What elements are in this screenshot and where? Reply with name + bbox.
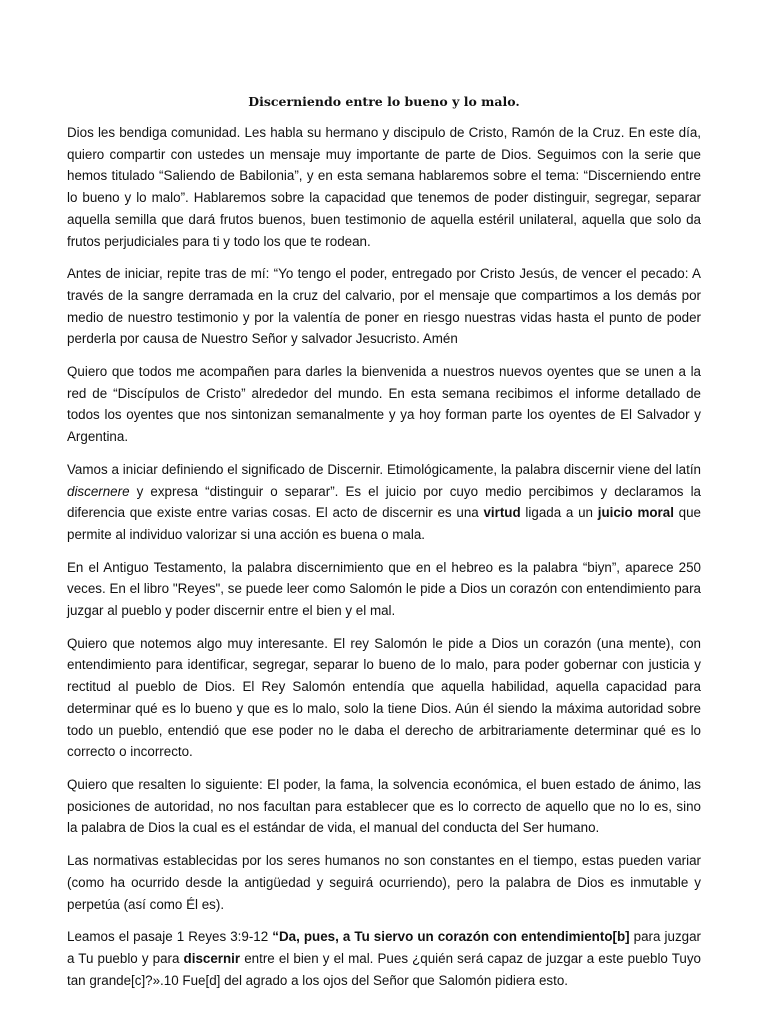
paragraph-scripture	[67, 926, 701, 991]
keyword-discernir: discernir	[183, 950, 241, 966]
document-body	[67, 122, 701, 1002]
paragraph-definition	[67, 459, 701, 546]
definition-text-1: Vamos a iniciar definiendo el significado de Discernir. Etimológicamente, la palabra discernir viene del latín	[67, 461, 701, 477]
document-title: Discerniendo entre lo bueno y lo malo.	[248, 94, 520, 109]
definition-text-4: que permite al individuo valorizar si una acción es buena o mala.	[67, 505, 702, 542]
paragraph-norms: Las normativas establecidas por los seres humanos no son constantes en el tiempo, estas pueden variar (como ha ocurrido desde la antigüedad y seguirá ocurriendo), pero la palabra de Dios es inmutable y perpetúa (así como Él es).	[67, 853, 701, 912]
paragraph-old-testament: En el Antiguo Testamento, la palabra discernimiento que en el hebreo es la palabra “biyn”, aparece 250 veces. En el libro "Reyes", se puede leer como Salomón le pide a Dios un corazón con entendimiento para juzgar al pueblo y poder discernir entre el bien y el mal.	[67, 559, 701, 619]
scripture-intro: Leamos el pasaje 1 Reyes 3:9-12	[67, 929, 273, 945]
latin-word: discernere	[67, 483, 130, 499]
paragraph-highlight: Quiero que resalten lo siguiente: El poder, la fama, la solvencia económica, el buen estado de ánimo, las posiciones de autoridad, no nos facultan para establecer que es lo correcto de aquello que no lo es, sino la palabra de Dios la cual es el estándar de vida, el manual del conducta del Ser humano.	[67, 776, 701, 836]
definition-text-3: ligada a un	[520, 505, 598, 521]
scripture-text-2: entre el bien y el mal. Pues ¿quién será capaz de juzgar a este pueblo Tuyo tan grande[c]?».10 Fue[d] del agrado a los ojos del Señor que Salomón pidiera esto.	[67, 950, 701, 988]
paragraph-greeting: Dios les bendiga comunidad. Les habla su hermano y discipulo de Cristo, Ramón de la Cruz. En este día, quiero compartir con ustedes un mensaje muy importante de parte de Dios. Seguimos con la serie que hemos titulado “Saliendo de Babilonia”, y en esta semana hablaremos sobre el tema: “Discerniendo entre lo bueno y lo malo”. Hablaremos sobre la capacidad que tenemos de poder distinguir, segregar, separar aquella semilla que dará frutos buenos, buen testimonio de aquella estéril unilateral, aquella que solo da frutos perjudiciales para ti y todo los que te rodean.	[67, 125, 701, 249]
paragraph-salomon: Quiero que notemos algo muy interesante. El rey Salomón le pide a Dios un corazón (una mente), con entendimiento para identificar, segregar, separar lo bueno de lo malo, para poder gobernar con justicia y rectitud al pueblo de Dios. El Rey Salomón entendía que aquella habilidad, aquella capacidad para determinar qué es lo bueno y que es lo malo, solo la tiene Dios. Aún él siendo la máxima autoridad sobre todo un pueblo, entendió que ese poder no le daba el derecho de arbitrariamente determinar qué es lo correcto o incorrecto.	[67, 635, 701, 760]
paragraph-welcome: Quiero que todos me acompañen para darles la bienvenida a nuestros nuevos oyentes que se unen a la red de “Discípulos de Cristo” alrededor del mundo. En esta semana recibimos el informe detallado de todos los oyentes que nos sintonizan semanalmente y ya hoy forman parte los oyentes de El Salvador y Argentina.	[67, 364, 701, 445]
paragraph-prayer: Antes de iniciar, repite tras de mí: “Yo tengo el poder, entregado por Cristo Jesús, de vencer el pecado: A través de la sangre derramada en la cruz del calvario, por el mensaje que compartimos a los demás por medio de nuestro testimonio y por la valentía de poner en riesgo nuestras vidas hasta el punto de poder perderla por causa de Nuestro Señor y salvador Jesucristo. Amén	[67, 266, 701, 347]
scripture-text-1: para juzgar a Tu pueblo y para	[67, 929, 701, 966]
definition-text-2: y expresa “distinguir o separar”. Es el juicio por cuyo medio percibimos y declaramos la diferencia que existe entre varias cosas. El acto de discernir es una	[67, 483, 701, 521]
keyword-juicio-moral: juicio moral	[597, 505, 674, 521]
keyword-virtud: virtud	[483, 505, 521, 521]
scripture-quote-bold: “Da, pues, a Tu siervo un corazón con entendimiento[b]	[272, 929, 630, 945]
